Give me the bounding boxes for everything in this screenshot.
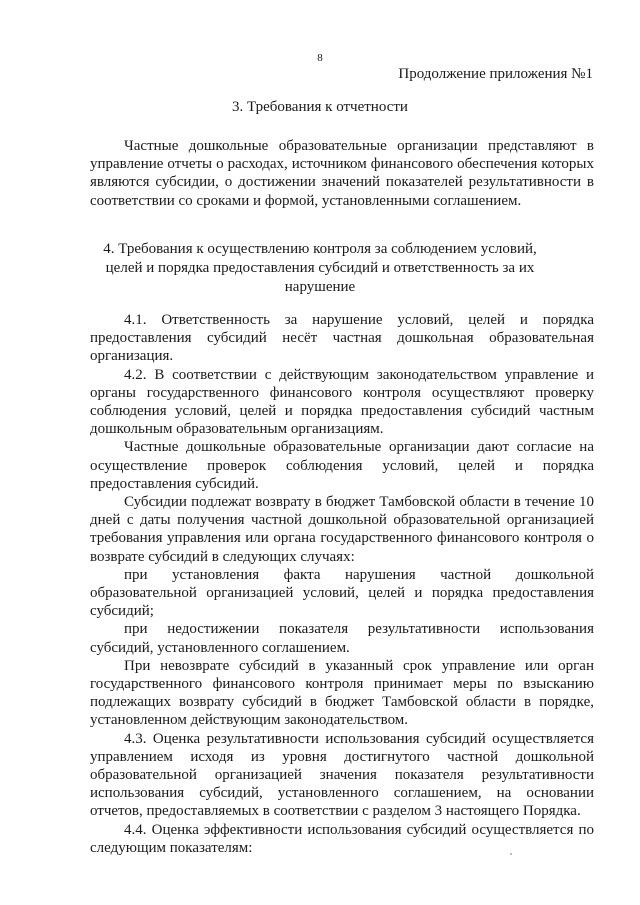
section-3-paragraph: Частные дошкольные образовательные организации представляют в управление отчеты о расходах, источником финансового обеспечения которых являются субсидии, о достижении значений показателей результативности в соответствии со сроками и формой, установленными соглашением. xyxy=(90,138,594,209)
paragraph-4-1: 4.1. Ответственность за нарушение условий, целей и порядка предоставления субсидий несёт частная дошкольная образовательная организация. xyxy=(90,312,594,365)
paragraph-4-2: 4.2. В соответствии с действующим законодательством управление и органы государственного финансового контроля осуществляют проверку соблюдения условий, целей и порядка предоставления субсидий частным дошкольным образовательным организациям. xyxy=(90,366,594,438)
section-3-title: 3. Требования к отчетности xyxy=(232,99,408,115)
section-3-body xyxy=(90,137,594,210)
paragraph-refund-case-violation: при установления факта нарушения частной дошкольной образовательной организацией условий, целей и порядка предоставления субсидий; xyxy=(90,566,594,620)
paragraph-refund-conditions: Субсидии подлежат возврату в бюджет Тамбовской области в течение 10 дней с даты получения частной дошкольной образовательной организацией требования управления или органа государственного финансового контроля о возврате субсидий в следующих случаях: xyxy=(90,494,594,565)
section-4-title-line-3: нарушение xyxy=(284,279,356,295)
paragraph-refund-case-indicator: при недостижении показателя результативности использования субсидий, установленного соглашением. xyxy=(90,621,594,656)
paragraph-consent: Частные дошкольные образовательные организации дают согласие на осуществление проверок соблюдения условий, целей и порядка предоставления субсидий. xyxy=(90,439,594,492)
paragraph-non-return-measures: При невозврате субсидий в указанный срок управление или орган государственного финансового контроля принимает меры по взысканию подлежащих возврату субсидий в бюджет Тамбовской области в порядке, установленном действующим законодательством. xyxy=(90,657,594,729)
paragraph-4-4: 4.4. Оценка эффективности использования субсидий осуществляется по следующим показателям: xyxy=(90,821,594,856)
page-number: 8 xyxy=(317,52,323,64)
section-4-title-line-1: 4. Требования к осуществлению контроля за соблюдением условий, xyxy=(103,241,537,257)
section-4-title-line-2: целей и порядка предоставления субсидий и ответственность за их xyxy=(105,260,535,276)
paragraph-4-3: 4.3. Оценка результативности использования субсидий осуществляется управлением исходя из уровня достигнутого частной дошкольной образовательной организацией значения показателя результативности использования субсидий, установленного соглашением, на основании отчетов, предоставляемых в соответствии с разделом 3 настоящего Порядка. xyxy=(90,730,594,820)
appendix-continuation-note: Продолжение приложения №1 xyxy=(398,66,593,82)
section-4-body xyxy=(90,311,594,857)
scan-speck xyxy=(510,853,512,855)
